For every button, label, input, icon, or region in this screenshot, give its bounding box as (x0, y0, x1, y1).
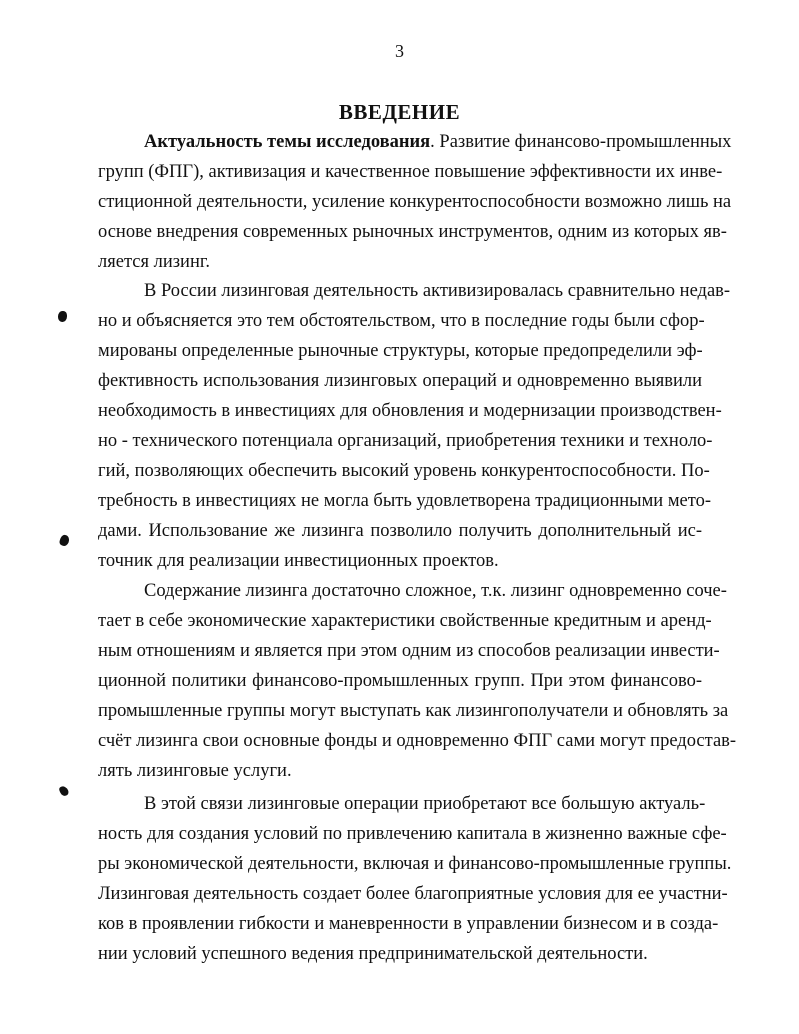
text-line: ным отношениям и является при этом одним из способов реализации инвести- (98, 641, 720, 661)
text-line: ционной политики финансово-промышленных групп. При этом финансово- (98, 671, 702, 691)
text-line: ры экономической деятельности, включая и финансово-промышленные группы. (98, 854, 732, 874)
text-line: ляется лизинг. (98, 252, 210, 272)
text-line: лять лизинговые услуги. (98, 761, 292, 781)
page-number: 3 (395, 41, 404, 61)
text-line: мированы определенные рыночные структуры, которые предопределили эф- (98, 341, 703, 361)
text-line: групп (ФПГ), активизация и качественное повышение эффективности их инве- (98, 162, 723, 182)
topic-relevance-lead: Актуальность темы исследования (144, 132, 431, 152)
text-line: промышленные группы могут выступать как лизингополучатели и обновлять за (98, 701, 729, 721)
text-line: нии условий успешного ведения предпринимательской деятельности. (98, 944, 648, 964)
text-line: требность в инвестициях не могла быть удовлетворена традиционными мето- (98, 491, 711, 511)
text-line: дами. Использование же лизинга позволило получить дополнительный ис- (98, 521, 702, 541)
text-line: основе внедрения современных рыночных инструментов, одним из которых яв- (98, 222, 727, 242)
text-line (144, 127, 732, 157)
margin-ink-mark (58, 785, 69, 797)
text-line: гий, позволяющих обеспечить высокий уровень конкурентоспособности. По- (98, 461, 710, 481)
text-line: тает в себе экономические характеристики свойственные кредитным и аренд- (98, 611, 712, 631)
text-line: Лизинговая деятельность создает более благоприятные условия для ее участни- (98, 884, 728, 904)
page-title: ВВЕДЕНИЕ (338, 100, 461, 124)
text-line: фективность использования лизинговых операций и одновременно выявили (98, 371, 702, 391)
text-line: ков в проявлении гибкости и маневренности в управлении бизнесом и в созда- (98, 914, 719, 934)
text-line: необходимость в инвестициях для обновления и модернизации производствен- (98, 401, 722, 421)
text-line: но и объясняется это тем обстоятельством, что в последние годы были сфор- (98, 311, 705, 331)
text-line: точник для реализации инвестиционных проектов. (98, 551, 499, 571)
text-line: счёт лизинга свои основные фонды и одновременно ФПГ сами могут предостав- (98, 731, 737, 751)
text-line: Содержание лизинга достаточно сложное, т.к. лизинг одновременно соче- (144, 581, 727, 601)
line-text: . Развитие финансово-промышленных (430, 132, 732, 152)
text-line: но - технического потенциала организаций, приобретения техники и техноло- (98, 431, 713, 451)
margin-ink-mark (58, 311, 67, 322)
text-line: стиционной деятельности, усиление конкурентоспособности возможно лишь на (98, 192, 732, 212)
text-line: ность для создания условий по привлечению капитала в жизненно важные сфе- (98, 824, 727, 844)
text-line: В России лизинговая деятельность активизировалась сравнительно недав- (144, 281, 731, 301)
text-line: В этой связи лизинговые операции приобретают все большую актуаль- (144, 794, 706, 814)
margin-ink-mark (58, 534, 70, 547)
